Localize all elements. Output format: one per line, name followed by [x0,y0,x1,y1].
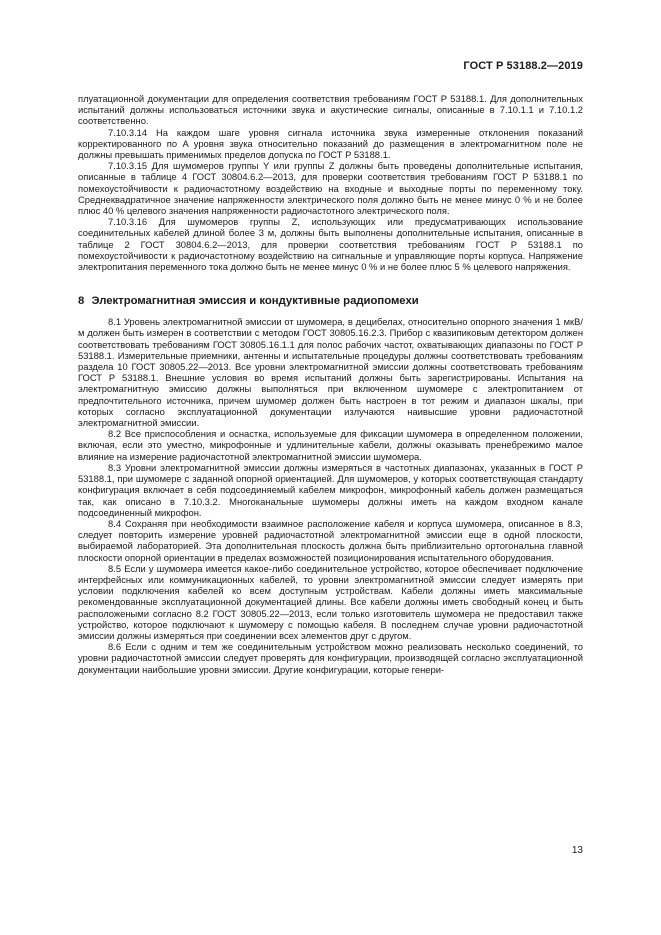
paragraph-7-10-3-14: 7.10.3.14 На каждом шаге уровня сигнала источника звука измеренные отклонения показаний корректированного по A уровня звука относительно показаний до размещения в электромагнитном поле не должны превышать применимых пределов допуска по ГОСТ Р 53188.1. [78,126,583,161]
section-number: 8 [78,295,85,308]
page-number: 13 [571,845,583,856]
paragraph-continuation: плуатационной документации для определения соответствия требованиям ГОСТ Р 53188.1. Для дополнительных испытаний должны использоваться источники звука и акустические сигналы, описанные в 7.10.1.1 и 7.10.1.2 соответственно. [78,93,583,127]
paragraph-7-10-3-16: 7.10.3.16 Для шумомеров группы Z, использующих или предусматривающих использование соединительных кабелей длиной более 3 м, должны быть выполнены дополнительные испытания, описанные в таблице 2 ГОСТ 30804.6.2—2013, для проверки соответствия требованиям ГОСТ Р 53188.1 по помехоустойчивости к радиочастотному воздействию на сигнальные и управляющие порты корпуса. Напряжение электропитания переменного тока должно быть не менее минус 0 % и не более плюс 5 % целевого напряжения. [78,216,583,273]
paragraph-8-3: 8.3 Уровни электромагнитной эмиссии должны измеряться в частотных диапазонах, указанных в ГОСТ Р 53188.1, при шумомере с заданной опорной ориентацией. Для шумомеров, у которых соответствующая стандарту конфигурация включает в себя подсоединяемый кабелем микрофон, микрофонный кабель должен размещаться так, как описано в 7.10.3.2. Многоканальные шумомеры должны иметь на каждом входном канале подсоединенный микрофон. [78,461,583,518]
paragraph-7-10-3-15: 7.10.3.15 Для шумомеров группы Y или группы Z должны быть проведены дополнительные испытания, описанные в таблице 4 ГОСТ 30804.6.2—2013, для проверки соответствия требованиям ГОСТ Р 53188.1 по помехоустойчивости к радиочастотному воздействию на входные и выходные порты по переменному току. Среднеквадратичное значение напряженности электрического поля должно быть не менее минус 0 % и не более плюс 40 % целевого значения напряженности радиочастотного электрического поля. [78,160,583,217]
paragraph-8-4: 8.4 Сохраняя при необходимости взаимное расположение кабеля и корпуса шумомера, описанное в 8.3, следует повторить измерение уровней радиочастотной электромагнитной эмиссии еще в одной плоскости, выбираемой лабораторией. Эта дополнительная плоскость должна быть приблизительно ортогональна главной плоскости опорной ориентации в пределах возможностей позиционирования испытательного оборудования. [78,517,583,563]
paragraph-8-2: 8.2 Все приспособления и оснастка, используемые для фиксации шумомера в определенном положении, включая, если это уместно, микрофонные и удлинительные кабели, должны оказывать пренебрежимо малое влияние на измерение радиочастотной электромагнитной эмиссии шумомера. [78,428,583,462]
page-body [78,93,583,675]
section-heading [78,295,583,308]
paragraph-8-1: 8.1 Уровень электромагнитной эмиссии от шумомера, в децибелах, относительно опорного значения 1 мкВ/м должен быть измерен в соответствии с методом ГОСТ 30805.16.2.3. Прибор с квазипиковым детектором должен соответствовать требованиям ГОСТ 30805.16.1.1 для полос рабочих частот, охватывающих диапазоны по ГОСТ Р 53188.1. Измерительные приемники, антенны и испытательные процедуры должны соответствовать требованиям раздела 10 ГОСТ 30805.22—2013. Все уровни электромагнитной эмиссии должны соответствовать требованиям ГОСТ Р 53188.1. Внешние условия во время испытаний должны быть зарегистрированы. Испытания на электромагнитную эмиссию должны выполняться при включенном шумомере с электропитанием от предпочтительного источника, причем шумомер должен быть настроен в тот режим и диапазон шкалы, при которых согласно эксплуатационной документации излучаются наивысшие уровни радиочастотной электромагнитной эмиссии. [78,316,583,429]
section-title: Электромагнитная эмиссия и кондуктивные радиопомехи [91,295,419,308]
paragraph-8-5: 8.5 Если у шумомера имеется какое-либо соединительное устройство, которое обеспечивает подключение интерфейсных или коммуникационных кабелей, то уровни электромагнитной эмиссии следует измерять при условии подключения кабелей ко всем доступным устройствам. Кабели должны иметь максимальные рекомендованные эксплуатационной документацией длины. Все кабели должны иметь свободный конец и быть расположеными согласно 8.2 ГОСТ 30805.22—2013, если только изготовитель шумомера не предоставил также устройство, которое подключают к шумомеру с помощью кабеля. В последнем случае уровни радиочастотной эмиссии должны измеряться при соединении всех элементов друг с другом. [78,562,583,641]
paragraph-8-6: 8.6 Если с одним и тем же соединительным устройством можно реализовать несколько соединений, то уровни радиочастотной эмиссии следует проверять для конфигурации, производящей согласно эксплуатационной документации наибольшие уровни эмиссии. Другие конфигурации, которые генери- [78,641,583,675]
document-code-header: ГОСТ Р 53188.2—2019 [463,60,583,72]
